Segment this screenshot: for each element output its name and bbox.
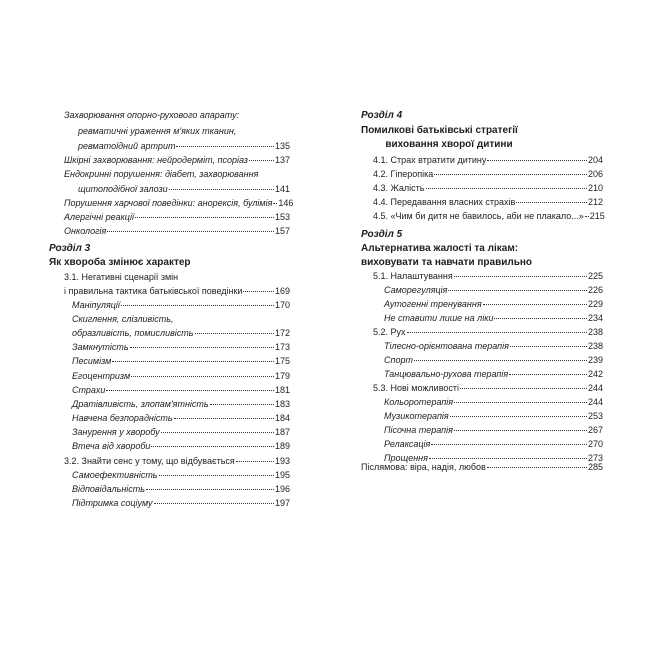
toc-entry-text: Не ставити лише на ліки (384, 313, 494, 323)
toc-page-number: 273 (587, 453, 603, 463)
toc-page-number: 229 (587, 299, 603, 309)
chapter-title: виховання хворої дитини (385, 139, 513, 150)
toc-entry[interactable] (72, 370, 290, 383)
leader-dots (487, 160, 587, 161)
toc-entry-text: Кольоротерапія (384, 397, 454, 407)
toc-entry-text: Шкірні захворювання: нейродерміт, псоріаз (64, 155, 248, 165)
leader-dots (483, 304, 587, 305)
toc-entry-text: образливість, помисливість (72, 328, 194, 338)
toc-entry-text: Аутогенні тренування (384, 299, 482, 309)
toc-page-number: 169 (274, 286, 290, 296)
toc-entry-text: Занурення у хворобу (72, 427, 160, 437)
toc-entry-text: 4.4. Передавання власних страхів (373, 197, 516, 207)
leader-dots (131, 376, 274, 377)
toc-entry-text: Онкологія (64, 226, 107, 236)
toc-afterword[interactable] (361, 461, 603, 474)
toc-page-number: 183 (274, 399, 290, 409)
toc-entry-text: Порушення харчової поведінки: анорексія, булімія (64, 198, 273, 208)
toc-entry-text: Підтримка соціуму (72, 498, 153, 508)
toc-page-number: 189 (274, 441, 290, 451)
toc-entry-text: Тілесно-орієнтована терапія (384, 341, 509, 351)
leader-dots (460, 388, 587, 389)
leader-dots (210, 404, 274, 405)
toc-page-number: 153 (274, 212, 290, 222)
leader-dots (494, 318, 587, 319)
leader-dots (509, 374, 587, 375)
toc-entry-text: 4.1. Страх втратити дитину (373, 155, 487, 165)
toc-entry-text: ревматоїдний артрит (78, 141, 176, 151)
toc-page-number: 181 (274, 385, 290, 395)
toc-page-number: 173 (274, 342, 290, 352)
toc-entry[interactable] (72, 341, 290, 354)
toc-entry-text: Танцювально-рухова терапія (384, 369, 509, 379)
toc-page-number: 226 (587, 285, 603, 295)
toc-page-number: 197 (274, 498, 290, 508)
toc-section[interactable] (373, 210, 603, 223)
toc-page-number: 141 (274, 184, 290, 194)
leader-dots (510, 346, 587, 347)
toc-section[interactable] (373, 270, 603, 283)
toc-page-number: 267 (587, 425, 603, 435)
toc-entry-text: Прощення (384, 453, 428, 463)
toc-section[interactable] (373, 326, 603, 339)
toc-entry-text: 3.1. Негативні сценарії змін (64, 272, 179, 282)
toc-entry[interactable] (64, 168, 290, 181)
toc-entry[interactable] (64, 225, 290, 238)
leader-dots (448, 290, 587, 291)
toc-entry[interactable] (78, 140, 290, 153)
toc-entry-text: 4.5. «Чим би дитя не бавилось, аби не плакало...» (373, 211, 584, 221)
toc-entry[interactable] (384, 340, 603, 353)
toc-entry[interactable] (72, 412, 290, 425)
chapter-title: Як хвороба змінює характер (49, 257, 191, 268)
toc-entry-text: 3.2. Знайти сенс у тому, що відбувається (64, 456, 235, 466)
toc-section[interactable] (64, 455, 290, 468)
toc-entry-text: щитоподібної залози (78, 184, 168, 194)
toc-entry[interactable] (64, 197, 294, 210)
toc-page-number: 238 (587, 341, 603, 351)
leader-dots (121, 305, 274, 306)
toc-entry-text: Релаксація (384, 439, 431, 449)
toc-entry[interactable] (384, 354, 603, 367)
toc-entry-text: Алергічні реакції (64, 212, 134, 222)
toc-entry[interactable] (78, 125, 290, 138)
toc-entry[interactable] (72, 398, 290, 411)
leader-dots (154, 503, 274, 504)
toc-section[interactable] (373, 182, 603, 195)
leader-dots (426, 188, 587, 189)
toc-entry[interactable] (72, 299, 290, 312)
leader-dots (431, 444, 587, 445)
toc-entry-text: Навчена безпорадність (72, 413, 173, 423)
toc-entry[interactable] (384, 284, 603, 297)
toc-page-number: 157 (274, 226, 290, 236)
leader-dots (585, 216, 589, 217)
toc-page-number: 238 (587, 327, 603, 337)
toc-page-number: 172 (274, 328, 290, 338)
leader-dots (195, 333, 274, 334)
toc-entry[interactable] (72, 426, 290, 439)
toc-entry-text: 4.2. Гіперопіка (373, 169, 434, 179)
toc-page-number: 196 (274, 484, 290, 494)
leader-dots (516, 202, 587, 203)
leader-dots (487, 467, 587, 468)
leader-dots (243, 291, 274, 292)
toc-section[interactable] (64, 285, 290, 298)
leader-dots (429, 458, 587, 459)
toc-section[interactable] (64, 271, 290, 284)
leader-dots (434, 174, 587, 175)
chapter-label: Розділ 4 (361, 110, 403, 121)
toc-page-number: 193 (274, 456, 290, 466)
leader-dots (174, 418, 274, 419)
toc-page-number: 242 (587, 369, 603, 379)
toc-entry[interactable] (72, 440, 290, 453)
toc-entry-text: Відповідальність (72, 484, 146, 494)
toc-entry-text: Маніпуляції (72, 300, 120, 310)
leader-dots (112, 361, 274, 362)
toc-page-number: 234 (587, 313, 603, 323)
chapter-title: виховувати та навчати правильно (361, 257, 533, 268)
toc-page-number: 184 (274, 413, 290, 423)
toc-entry-text: Захворювання опорно-рухового апарату: (64, 110, 240, 120)
leader-dots (169, 189, 274, 190)
toc-entry-text: Скиглення, слізливість, (72, 314, 174, 324)
leader-dots (151, 446, 274, 447)
leader-dots (454, 276, 587, 277)
toc-entry-text: і правильна тактика батьківської поведінки (64, 286, 243, 296)
toc-entry[interactable] (72, 313, 290, 326)
toc-entry-text: Замкнутість (72, 342, 129, 352)
toc-entry-text: 5.1. Налаштування (373, 271, 453, 281)
toc-page-number: 195 (274, 470, 290, 480)
toc-page-number: 210 (587, 183, 603, 193)
toc-entry[interactable] (384, 438, 603, 451)
leader-dots (273, 203, 277, 204)
toc-section[interactable] (373, 196, 603, 209)
toc-entry[interactable] (384, 410, 603, 423)
toc-page-number: 253 (587, 411, 603, 421)
toc-entry-text: 5.2. Рух (373, 327, 406, 337)
chapter-title: Альтернатива жалості та лікам: (361, 243, 519, 254)
toc-entry-text: Страхи (72, 385, 106, 395)
toc-entry-text: Музикотерапія (384, 411, 449, 421)
leader-dots (450, 416, 587, 417)
leader-dots (107, 231, 274, 232)
leader-dots (236, 461, 274, 462)
leader-dots (159, 475, 274, 476)
toc-entry[interactable] (384, 424, 603, 437)
toc-page-number: 206 (587, 169, 603, 179)
toc-page-number: 215 (589, 211, 605, 221)
chapter-label: Розділ 3 (49, 243, 91, 254)
toc-entry-text: ревматичні ураження м'яких тканин, (78, 126, 237, 136)
toc-entry-text: Спорт (384, 355, 413, 365)
leader-dots (414, 360, 587, 361)
leader-dots (454, 402, 587, 403)
toc-entry[interactable] (72, 384, 290, 397)
toc-page-number: 225 (587, 271, 603, 281)
toc-entry[interactable] (64, 154, 290, 167)
toc-entry[interactable] (384, 368, 603, 381)
toc-entry[interactable] (384, 396, 603, 409)
leader-dots (407, 332, 587, 333)
toc-entry-text: Дратівливість, злопам'ятність (72, 399, 209, 409)
toc-page-number: 212 (587, 197, 603, 207)
toc-page-number: 146 (278, 198, 294, 208)
toc-page-number: 135 (274, 141, 290, 151)
toc-page-number: 175 (274, 356, 290, 366)
toc-page-number: 170 (274, 300, 290, 310)
chapter-label: Розділ 5 (361, 229, 403, 240)
toc-page-number: 204 (587, 155, 603, 165)
toc-section[interactable] (373, 382, 603, 395)
toc-page-number: 244 (587, 397, 603, 407)
leader-dots (454, 430, 587, 431)
toc-page-number: 244 (587, 383, 603, 393)
leader-dots (176, 146, 274, 147)
toc-entry-text: Песимізм (72, 356, 112, 366)
leader-dots (161, 432, 274, 433)
toc-entry[interactable] (64, 211, 290, 224)
leader-dots (130, 347, 274, 348)
toc-page-number: 270 (587, 439, 603, 449)
toc-page-number: 239 (587, 355, 603, 365)
toc-entry-text: Ендокринні порушення: діабет, захворювання (64, 169, 259, 179)
toc-entry-text: Самоефективність (72, 470, 158, 480)
leader-dots (249, 160, 274, 161)
toc-entry-text: Втеча від хвороби (72, 441, 151, 451)
leader-dots (146, 489, 274, 490)
leader-dots (106, 390, 274, 391)
toc-entry[interactable] (64, 109, 290, 122)
toc-entry-text: 4.3. Жалість (373, 183, 425, 193)
toc-page-number: 179 (274, 371, 290, 381)
toc-entry-text: Пісочна терапія (384, 425, 453, 435)
toc-entry-text: Післямова: віра, надія, любов (361, 462, 486, 472)
toc-page-number: 187 (274, 427, 290, 437)
toc-entry-text: 5.3. Нові можливості (373, 383, 459, 393)
toc-page-number: 137 (274, 155, 290, 165)
toc-entry[interactable] (72, 497, 290, 510)
chapter-title: Помилкові батьківські стратегії (361, 125, 518, 136)
toc-section[interactable] (373, 154, 603, 167)
toc-entry-text: Саморегуляція (384, 285, 448, 295)
toc-entry[interactable] (72, 327, 290, 340)
toc-entry[interactable] (72, 355, 290, 368)
toc-entry[interactable] (384, 312, 603, 325)
toc-page-number: 285 (587, 462, 603, 472)
leader-dots (135, 217, 274, 218)
toc-section[interactable] (373, 168, 603, 181)
toc-entry[interactable] (72, 483, 290, 496)
toc-entry[interactable] (384, 298, 603, 311)
toc-entry[interactable] (78, 183, 290, 196)
toc-entry[interactable] (72, 469, 290, 482)
toc-entry-text: Егоцентризм (72, 371, 131, 381)
